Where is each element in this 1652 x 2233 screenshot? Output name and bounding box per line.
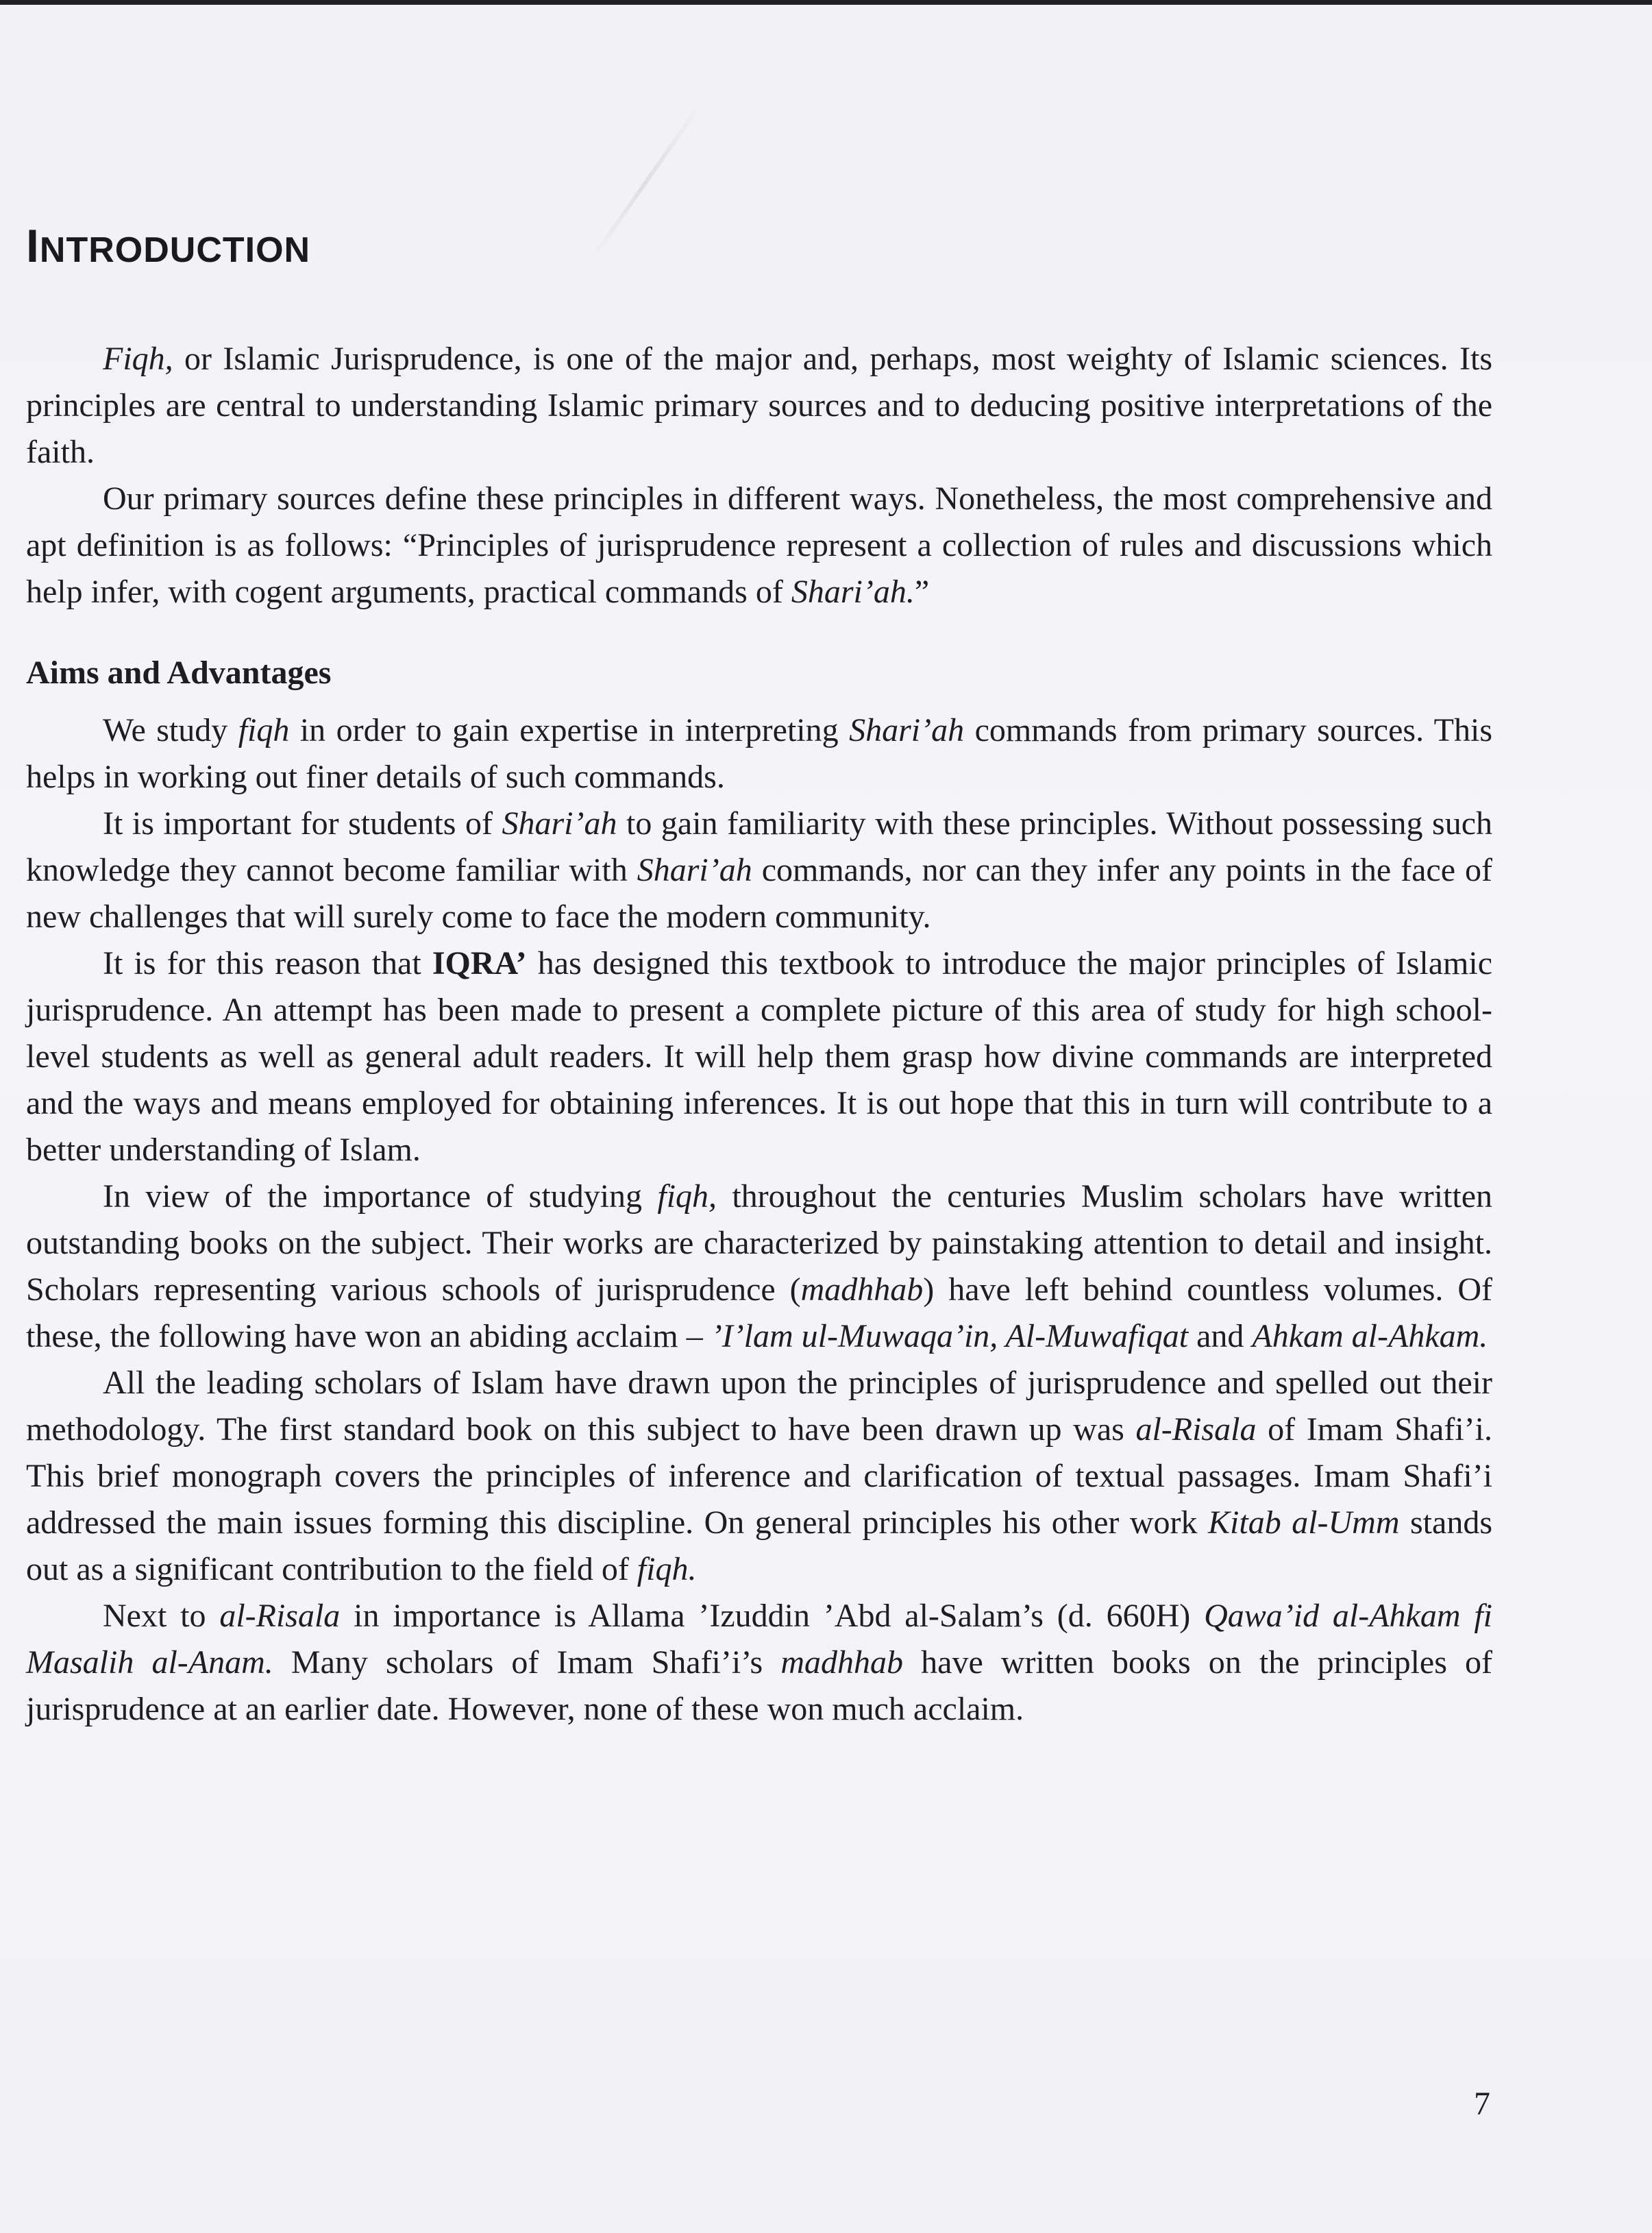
paragraph-8 — [26, 1593, 1492, 1733]
paragraph-3 — [26, 707, 1492, 801]
paragraph-6 — [26, 1173, 1492, 1360]
p8-term-madhhab: madhhab — [780, 1644, 904, 1681]
p8-text-e: Many scholars of Imam Shafi’i’s — [273, 1644, 781, 1681]
paragraph-2-close-quote: ” — [914, 574, 930, 610]
paragraph-5 — [26, 940, 1492, 1173]
paragraph-2-text: Our primary sources define these principles in different ways. Nonetheless, the most comprehensive and apt definition is as follows: “Principles of jurisprudence represent a collection of rules and discussions which help infer, with cogent arguments, practical commands of — [26, 480, 1492, 610]
p8-book-qawaid: Qawa’id al-Ahkam fi Masalih al-Anam. — [26, 1598, 1493, 1681]
p3-text-c: in order to gain expertise in interpreting — [289, 712, 850, 748]
p6-text-e: ) have left behind countless volumes. Of these, the following have won an abiding acclaim – — [26, 1271, 1493, 1354]
p8-book-risala: al-Risala — [219, 1598, 341, 1634]
chapter-title-initial: I — [26, 220, 40, 272]
p4-text-c: to gain familiarity with these principles. Without possessing such knowledge they cannot become familiar with — [26, 805, 1492, 888]
paragraph-1 — [26, 336, 1492, 476]
page-number: 7 — [1474, 2086, 1490, 2122]
p3-text-e: commands from primary sources. This helps in working out finer details of such commands. — [26, 712, 1493, 795]
chapter-title — [26, 219, 1492, 273]
chapter-title-rest: NTRODUCTION — [39, 230, 311, 270]
p3-text-a: We study — [103, 712, 238, 748]
p4-text-e: commands, nor can they infer any points in the face of new challenges that will surely come to face the modern community. — [26, 852, 1493, 935]
term-fiqh: Fiqh, — [103, 341, 173, 377]
p6-text-a: In view of the importance of studying — [103, 1178, 658, 1215]
p7-text-c: of Imam Shafi’i. This brief monograph covers the principles of inference and clarification of textual passages. Imam Shafi’i addressed the main issues forming this discipline. On general principles his other work — [26, 1411, 1492, 1541]
page-top-edge — [0, 0, 1652, 5]
p6-book-ahkam: Ahkam al-Ahkam. — [1252, 1318, 1488, 1354]
p3-term-shariah: Shari’ah — [849, 712, 965, 748]
p8-text-g: have written books on the principles of jurisprudence at an earlier date. However, none of these won much acclaim. — [26, 1644, 1493, 1727]
page-content — [26, 219, 1492, 1733]
p8-text-a: Next to — [103, 1598, 220, 1634]
p7-text-e: stands out as a significant contribution to the field of — [26, 1504, 1493, 1587]
p6-text-g: and — [1188, 1318, 1253, 1354]
section-heading: Aims and Advantages — [26, 655, 332, 691]
paragraph-7 — [26, 1360, 1492, 1593]
p5-publisher-name: IQRA’ — [432, 945, 527, 981]
p6-term-madhhab: madhhab — [800, 1271, 924, 1308]
p7-term-fiqh: fiqh. — [637, 1551, 697, 1587]
p6-text-c: throughout the centuries Muslim scholars have written outstanding books on the subject. Their works are characterized by painstaking attention to detail and insight. Scholars representing various schools of jurisprudence ( — [26, 1178, 1492, 1308]
p6-term-fiqh: fiqh, — [657, 1178, 717, 1215]
paragraph-4 — [26, 801, 1492, 940]
term-shariah: Shari’ah. — [791, 574, 915, 610]
paragraph-1-text: or Islamic Jurisprudence, is one of the major and, perhaps, most weighty of Islamic sciences. Its principles are central to understanding Islamic primary sources and to deducing positive interpretations of the faith. — [26, 341, 1492, 470]
paragraph-2 — [26, 476, 1492, 615]
p5-text-c: has designed this textbook to introduce the major principles of Islamic jurisprudence. An attempt has been made to present a complete picture of this area of study for high school-level students as well as general adult readers. It will help them grasp how divine commands are interpreted and the ways and means employed for obtaining inferences. It is out hope that this in turn will contribute to a better understanding of Islam. — [26, 945, 1493, 1168]
p4-term-shariah-1: Shari’ah — [502, 805, 617, 842]
p7-text-a: All the leading scholars of Islam have drawn upon the principles of jurisprudence and spelled out their methodology. The first standard book on this subject to have been drawn up was — [26, 1365, 1492, 1448]
p3-term-fiqh: fiqh — [238, 712, 290, 748]
p4-text-a: It is important for students of — [103, 805, 502, 842]
p8-text-c: in importance is Allama ’Izuddin ’Abd al-Salam’s (d. 660H) — [340, 1598, 1205, 1634]
p7-book-kitab-al-umm: Kitab al-Umm — [1208, 1504, 1400, 1541]
p7-book-risala: al-Risala — [1135, 1411, 1257, 1448]
p6-book-titles: ’I’lam ul-Muwaqa’in, Al-Muwafiqat — [711, 1318, 1189, 1354]
p5-text-a: It is for this reason that — [103, 945, 432, 981]
p4-term-shariah-2: Shari’ah — [637, 852, 752, 888]
